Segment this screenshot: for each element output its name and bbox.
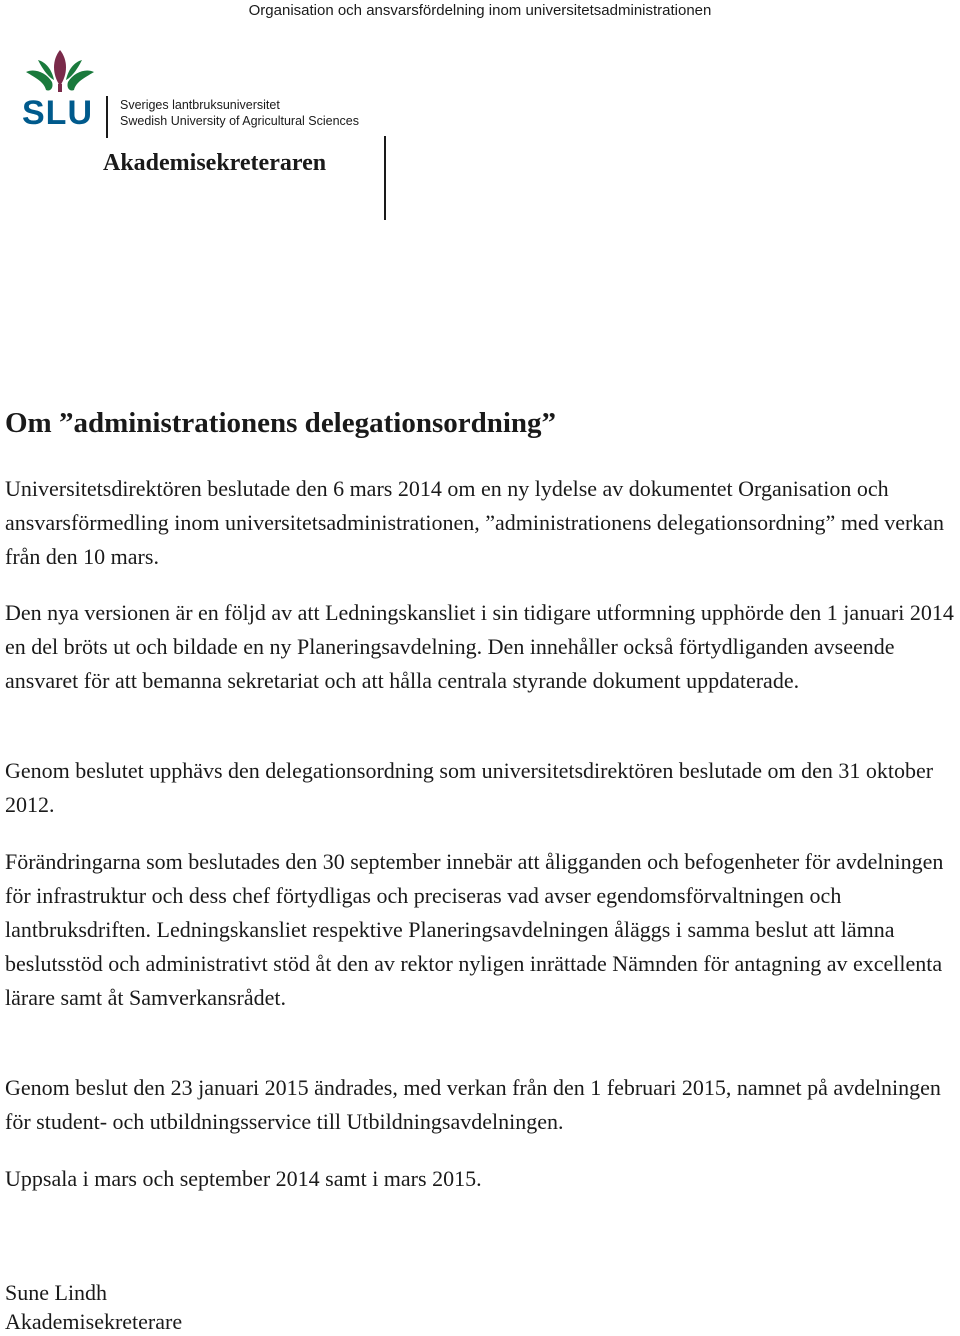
slu-emblem-icon: [20, 48, 110, 132]
logo-acronym: SLU: [22, 94, 93, 132]
logo-text: [120, 97, 359, 129]
logo-divider: [106, 96, 108, 138]
header-rule: [384, 136, 386, 220]
page-title: Om ”administrationens delegationsordning”: [5, 407, 557, 439]
signature-name: Sune Lindh: [5, 1280, 108, 1305]
paragraph-2: Den nya versionen är en följd av att Ledningskansliet i sin tidigare utformning upphörde den 1 januari 2014 en del bröts ut och bildade en ny Planeringsavdelning. Den innehåller också förtydliganden avseende ansvaret för att bemanna sekretariat och att hålla centrala styrande dokument uppdaterade.: [5, 600, 954, 693]
logo-name-sv: Sveriges lantbruksuniversitet: [120, 98, 280, 112]
paragraph-3: Genom beslutet upphävs den delegationsordning som universitetsdirektören beslutade om den 31 oktober 2012.: [5, 758, 934, 817]
department-name: Akademisekreteraren: [103, 150, 327, 176]
running-header: Organisation och ansvarsfördelning inom universitetsadministrationen: [248, 2, 712, 19]
paragraph-4: Förändringarna som beslutades den 30 september innebär att åligganden och befogenheter för avdelningen för infrastruktur och dess chef förtydligas och preciseras vad avser egendomsförvaltningen och lantbruksdriften. Ledningskansliet respektive Planeringsavdelningen åläggs i samma beslut att lämna beslutsstöd och administrativt stöd åt den av rektor nyligen inrättade Nämnden för antagning av excellenta lärare samt åt Samverkansrådet.: [5, 849, 944, 1010]
paragraph-6: Uppsala i mars och september 2014 samt i mars 2015.: [5, 1166, 482, 1191]
paragraph-5: Genom beslut den 23 januari 2015 ändrades, med verkan från den 1 februari 2015, namnet på avdelningen för student- och utbildningsservice till Utbildningsavdelningen.: [5, 1075, 941, 1134]
signature-block: [5, 1278, 182, 1336]
logo-name-en: Swedish University of Agricultural Sciences: [120, 114, 359, 128]
signature-role: Akademisekreterare: [5, 1309, 183, 1334]
paragraph-1: Universitetsdirektören beslutade den 6 mars 2014 om en ny lydelse av dokumentet Organisation och ansvarsförmedling inom universitetsadministrationen, ”administrationens delegationsordning” med verkan från den 10 mars.: [5, 476, 945, 569]
